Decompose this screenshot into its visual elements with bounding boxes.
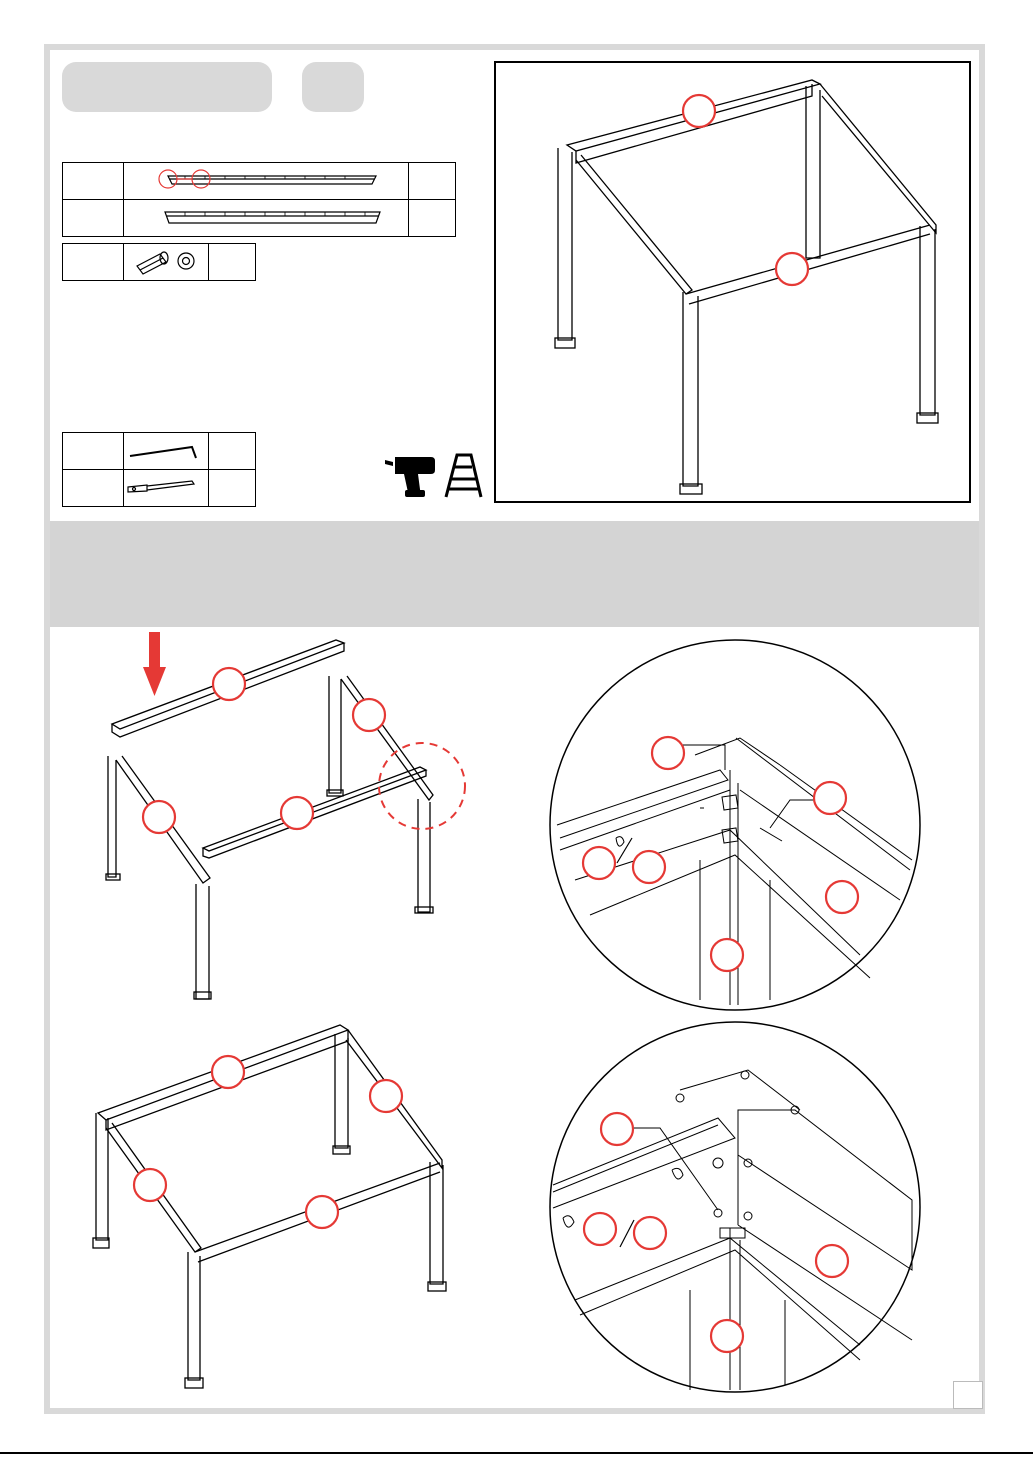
callout-detail1-d bbox=[633, 851, 665, 883]
down-arrow-icon bbox=[143, 632, 166, 696]
callout-detail2-b bbox=[584, 1213, 616, 1245]
callout-done-side-right bbox=[370, 1080, 402, 1112]
callout-step-rail-front bbox=[281, 797, 313, 829]
callout-detail2-c bbox=[634, 1217, 666, 1249]
callout-detail2-e bbox=[711, 1320, 743, 1352]
callout-top-front-beam bbox=[683, 95, 715, 127]
callout-step-rail-top bbox=[213, 668, 245, 700]
washer-icon bbox=[178, 253, 194, 269]
callout-detail1-c bbox=[583, 847, 615, 879]
hex-key-icon bbox=[130, 447, 196, 458]
screwdriver-bit-icon bbox=[128, 481, 194, 492]
callout-done-side-left bbox=[134, 1169, 166, 1201]
detail-marker-ring bbox=[379, 743, 465, 829]
overview-pergola-frame bbox=[555, 80, 938, 494]
callout-detail2-d bbox=[816, 1245, 848, 1277]
callout-done-rail-front bbox=[306, 1196, 338, 1228]
callout-top-side-beam bbox=[776, 253, 808, 285]
callout-detail2-a bbox=[601, 1113, 633, 1145]
callout-detail1-e bbox=[826, 881, 858, 913]
callout-detail1-f bbox=[711, 939, 743, 971]
callout-step-side-right bbox=[353, 699, 385, 731]
callout-detail1-a bbox=[652, 737, 684, 769]
beam-part-plain bbox=[165, 212, 380, 223]
assembled-pergola-frame bbox=[93, 1025, 446, 1388]
callout-done-rail-top bbox=[212, 1056, 244, 1088]
ladder-icon bbox=[446, 455, 481, 497]
bolt-icon bbox=[137, 252, 168, 274]
drill-icon bbox=[385, 457, 435, 497]
callout-detail1-b bbox=[814, 782, 846, 814]
callout-step-side-left bbox=[143, 801, 175, 833]
beam-part-with-holes bbox=[168, 176, 376, 184]
